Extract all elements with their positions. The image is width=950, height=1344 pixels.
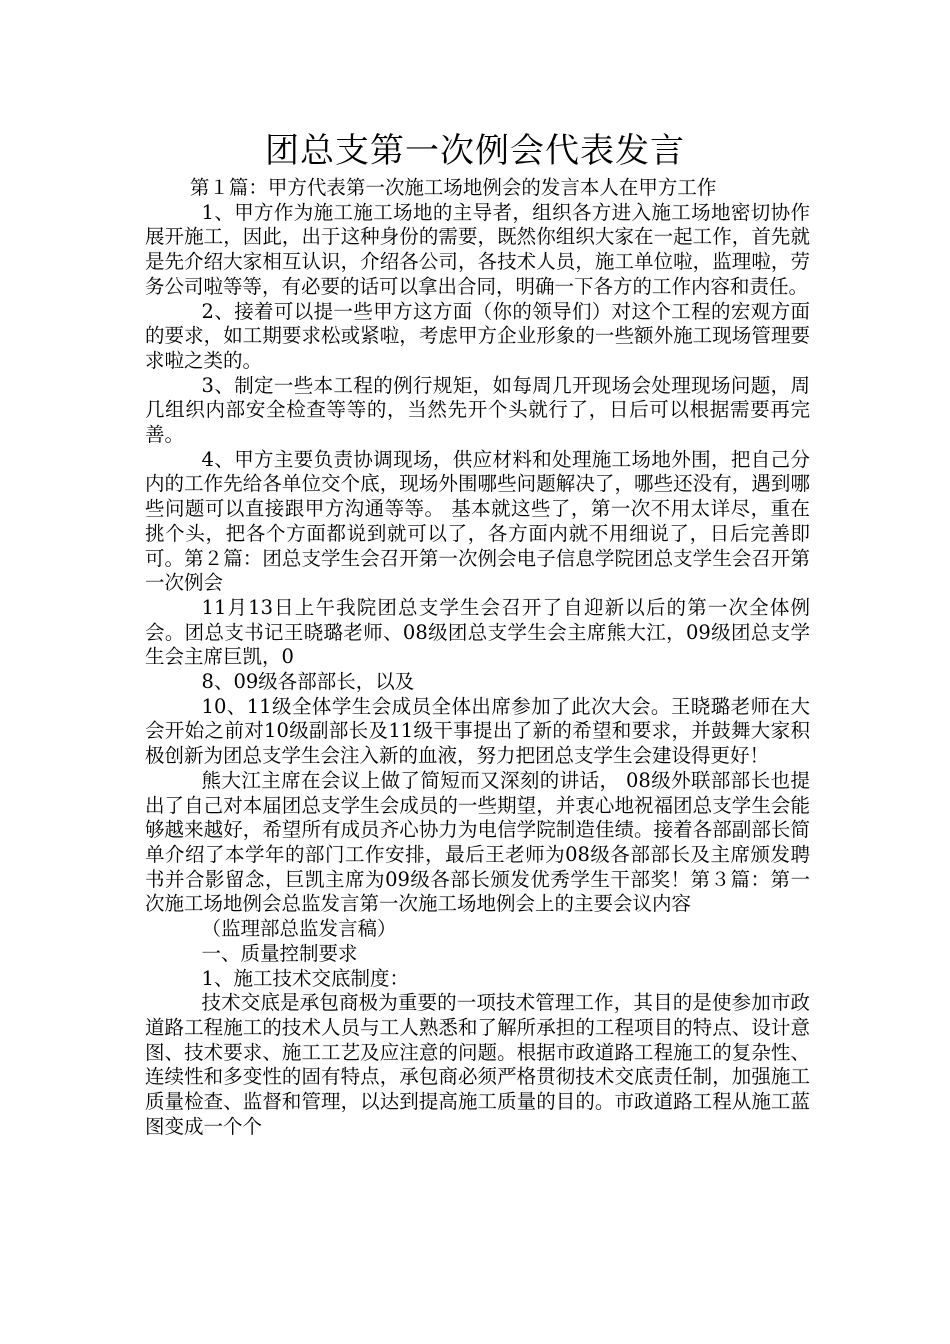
paragraph: （监理部总监发言稿） (201, 917, 397, 941)
document-body (145, 176, 810, 1139)
section-heading-1: 第１篇：甲方代表第一次施工场地例会的发言本人在甲方工作 (189, 176, 717, 199)
paragraph: 一、质量控制要求 (201, 941, 358, 965)
paragraph: 3、制定一些本工程的例行规矩，如每周几开现场会处理现场问题，周几组织内部安全检查等等的，当然先开个头就行了，日后可以根据需要再完善。 (145, 373, 810, 447)
paragraph: 8、09级各部部长，以及 (201, 670, 415, 694)
paragraph: 技术交底是承包商极为重要的一项技术管理工作，其目的是使参加市政道路工程施工的技术人员与工人熟悉和了解所承担的工程项目的特点、设计意图、技术要求、施工工艺及应注意的问题。根据市政道路工程施工的复杂性、连续性和多变性的固有特点，承包商必须严格贯彻技术交底责任制，加强施工质量检查、监督和管理，以达到提高施工质量的目的。市政道路工程从施工蓝图变成一个个 (145, 991, 810, 1138)
paragraph: 熊大江主席在会议上做了简短而又深刻的讲话， 08级外联部部长也提出了自己对本届团总支学生会成员的一些期望，并衷心地祝福团总支学生会能够越来越好，希望所有成员齐心协力为电信学院制造佳绩。接着各部副部长简单介绍了本学年的部门工作安排，最后王老师为08级各部部长及主席颁发聘书并合影留念，巨凯主席为09级各部长颁发优秀学生干部奖！第３篇：第一次施工场地例会总监发言第一次施工场地例会上的主要会议内容 (145, 768, 810, 916)
paragraph: 1、施工技术交底制度： (201, 966, 409, 990)
paragraph: 4、甲方主要负责协调现场，供应材料和处理施工场地外围，把自己分内的工作先给各单位交个底，现场外围哪些问题解决了，哪些还没有，遇到哪些问题可以直接跟甲方沟通等等。 基本就这些了，第一次不用太详尽，重在挑个头，把各个方面都说到就可以了，各方面内就不用细说了，日后完善即可。第２篇：团总支学生会召开第一次例会电子信息学院团总支学生会召开第一次例会 (145, 447, 810, 595)
paragraph: 11月13日上午我院团总支学生会召开了自迎新以后的第一次全体例会。团总支书记王晓璐老师、08级团总支学生会主席熊大江，09级团总支学生会主席巨凯，0 (145, 595, 810, 669)
paragraph: 2、接着可以提一些甲方这方面（你的领导们）对这个工程的宏观方面的要求，如工期要求松或紧啦，考虑甲方企业形象的一些额外施工现场管理要求啦之类的。 (145, 299, 810, 372)
document-title: 团总支第一次例会代表发言 (265, 131, 685, 171)
paragraph: 10、11级全体学生会成员全体出席参加了此次大会。王晓璐老师在大会开始之前对10级副部长及11级干事提出了新的希望和要求，并鼓舞大家积极创新为团总支学生会注入新的血液，努力把团总支学生会建设得更好！ (145, 694, 810, 768)
paragraph: 1、甲方作为施工施工场地的主导者，组织各方进入施工场地密切协作展开施工，因此，出于这种身份的需要，既然你组织大家在一起工作，首先就是先介绍大家相互认识，介绍各公司，各技术人员，施工单位啦，监理啦，劳务公司啦等等，有必要的话可以拿出合同，明确一下各方的工作内容和责任。 (145, 200, 810, 298)
